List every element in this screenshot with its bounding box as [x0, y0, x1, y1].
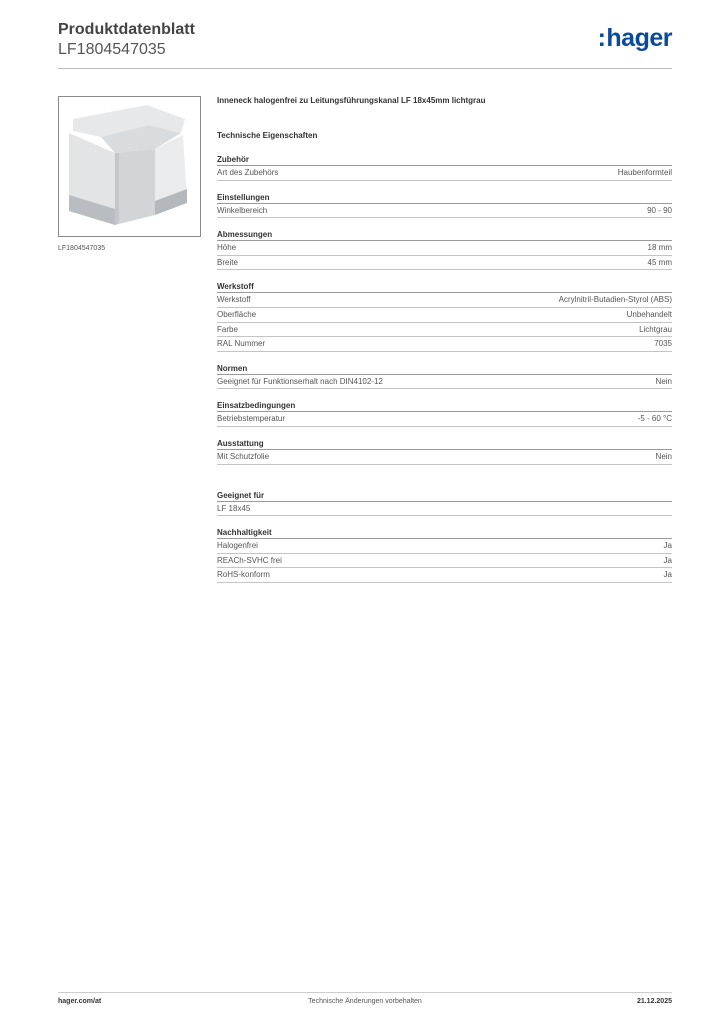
logo-text: hager: [606, 24, 672, 52]
footer-date: 21.12.2025: [636, 998, 672, 1005]
spec-value: Nein: [655, 451, 672, 461]
section-title: Ausstattung: [217, 437, 672, 450]
spec-row: [217, 375, 672, 390]
spec-label: Werkstoff: [217, 295, 251, 305]
spec-section: [217, 228, 672, 270]
section-title: Abmessungen: [217, 228, 672, 241]
spec-row: [217, 166, 672, 181]
spec-label: Geeignet für Funktionserhalt nach DIN4102-12: [217, 376, 383, 386]
spec-value: Ja: [663, 541, 672, 551]
product-photo: [59, 97, 200, 236]
section-title: Geeignet für: [217, 489, 672, 502]
spec-value: 18 mm: [647, 243, 672, 253]
footer-website: hager.com/at: [58, 998, 102, 1005]
spec-section: [217, 399, 672, 427]
spec-value: 7035: [654, 339, 672, 349]
product-image: [58, 96, 201, 237]
spec-label: LF 18x45: [217, 503, 251, 513]
spec-value: 45 mm: [647, 257, 672, 267]
spec-section: [217, 280, 672, 351]
spec-label: Breite: [217, 257, 238, 267]
spec-row: [217, 241, 672, 256]
spec-row: [217, 450, 672, 465]
spec-label: RoHS-konform: [217, 570, 270, 580]
spec-label: Oberfläche: [217, 309, 257, 319]
article-number: LF1804547035: [58, 41, 166, 58]
spec-row: [217, 256, 672, 271]
footer-notice: Technische Änderungen vorbehalten: [308, 998, 422, 1005]
spec-row: [217, 293, 672, 308]
spec-label: Betriebstemperatur: [217, 414, 286, 424]
spec-row: [217, 323, 672, 338]
footer-divider: [58, 992, 672, 993]
spec-label: REACh-SVHC frei: [217, 555, 282, 565]
spec-label: Mit Schutzfolie: [217, 451, 270, 461]
page-header: [58, 20, 672, 70]
spec-label: Winkelbereich: [217, 205, 268, 215]
spec-row: [217, 308, 672, 323]
spec-value: Ja: [663, 570, 672, 580]
section-title: Einstellungen: [217, 191, 672, 204]
spec-section: [217, 437, 672, 465]
spec-value: Haubenformteil: [617, 168, 672, 177]
spec-value: 90 - 90: [647, 205, 672, 215]
hager-logo: [598, 24, 672, 53]
spec-value: Nein: [655, 376, 672, 386]
spec-label: RAL Nummer: [217, 339, 266, 349]
spec-label: Art des Zubehörs: [217, 168, 279, 177]
tech-properties-heading: Technische Eigenschaften: [217, 131, 318, 140]
section-title: Zubehör: [217, 153, 672, 166]
logo-colon-icon: :: [597, 24, 606, 52]
spec-value: Lichtgrau: [639, 324, 672, 334]
spec-label: Farbe: [217, 324, 238, 334]
section-title: Werkstoff: [217, 280, 672, 293]
section-title: Einsatzbedingungen: [217, 399, 672, 412]
section-title: Nachhaltigkeit: [217, 526, 672, 539]
spec-section: [217, 526, 672, 583]
spec-sections: [217, 153, 672, 583]
spec-row: [217, 539, 672, 554]
image-caption: LF1804547035: [58, 245, 106, 252]
spec-section: [217, 362, 672, 390]
spec-row: [217, 502, 672, 517]
spec-value: Ja: [663, 555, 672, 565]
spec-row: [217, 204, 672, 219]
product-name: Inneneck halogenfrei zu Leitungsführungskanal LF 18x45mm lichtgrau: [217, 96, 486, 105]
spec-label: Halogenfrei: [217, 541, 258, 551]
spec-row: [217, 568, 672, 583]
section-title: Normen: [217, 362, 672, 375]
spec-value: Unbehandelt: [626, 309, 672, 319]
page-title: Produktdatenblatt: [58, 21, 195, 38]
spec-section: [217, 489, 672, 517]
spec-row: [217, 554, 672, 569]
spec-content: [217, 94, 672, 583]
spec-value: Acrylnitril-Butadien-Styrol (ABS): [558, 295, 672, 305]
spec-row: [217, 412, 672, 427]
spec-row: [217, 337, 672, 352]
spec-section: [217, 191, 672, 219]
header-divider: [58, 68, 672, 69]
spec-section: [217, 153, 672, 181]
spec-value: -5 - 60 °C: [637, 414, 672, 424]
spec-label: Höhe: [217, 243, 237, 253]
